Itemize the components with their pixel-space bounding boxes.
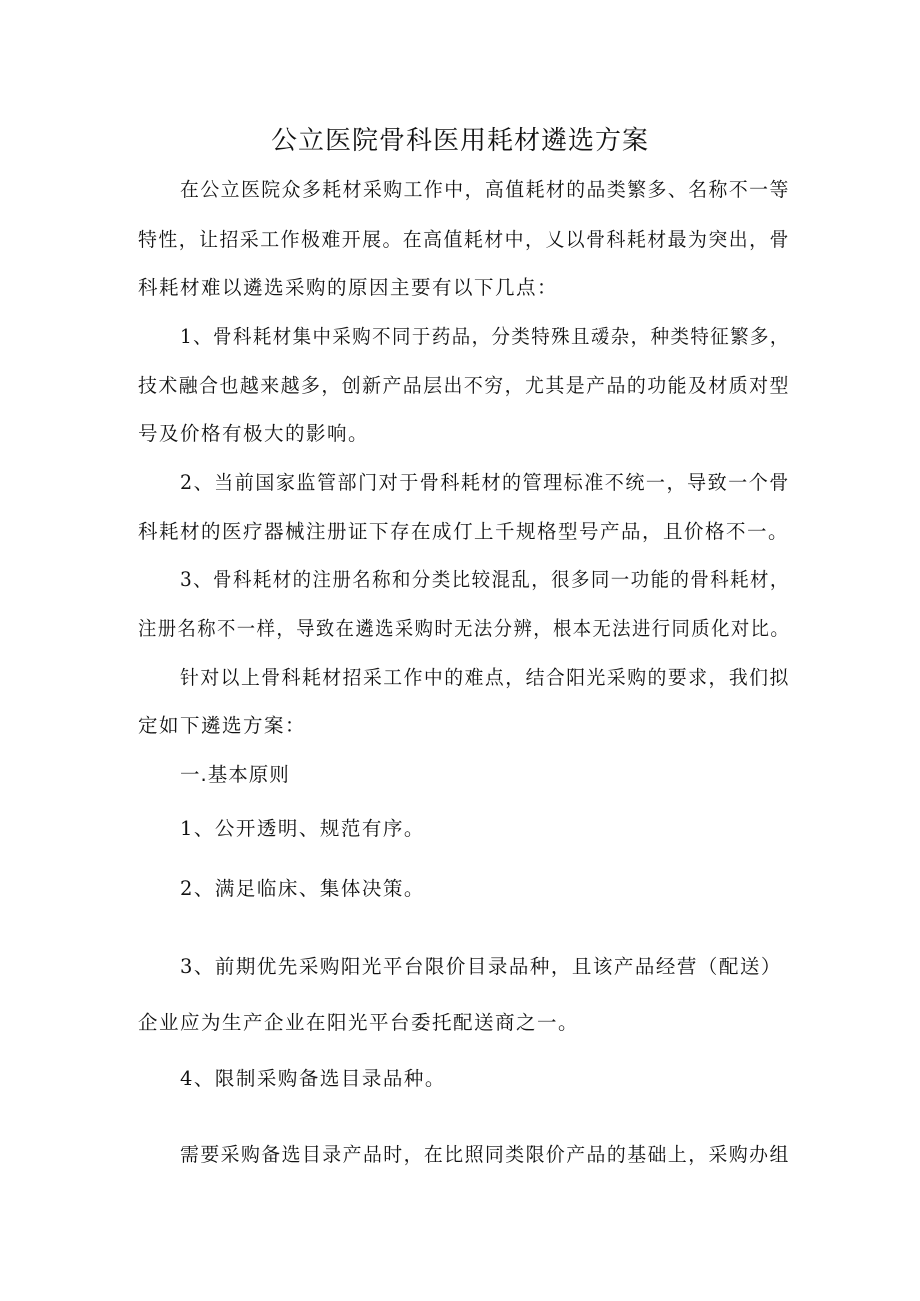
intro-line-1: 在公立医院众多耗材采购工作中，高值耗材的品类繁多、名称不一等 — [180, 178, 790, 201]
plan-intro-line-2: 定如下遴选方案： — [138, 714, 307, 737]
plan-intro-line-1: 针对以上骨科耗材招采工作中的难点，结合阳光采购的要求，我们拟 — [180, 666, 790, 689]
reason-2-line-1: 2、当前国家监管部门对于骨科耗材的管理标准不统一，导致一个骨 — [180, 471, 790, 494]
reason-2-line-2: 科耗材的医疗器械注册证下存在成仃上千规格型号产品，且价格不一。 — [138, 520, 790, 543]
section-heading: 一.基本原则 — [180, 763, 290, 786]
reason-1-line-1: 1、骨科耗材集中采购不同于药品，分类特殊且叆杂，种类特征繁多， — [180, 325, 790, 348]
principle-2: 2、满足临床、集体决策。 — [180, 877, 425, 900]
intro-line-3: 科耗材难以遴选采购的原因主要有以下几点： — [138, 276, 559, 299]
reason-1-line-3: 号及价格有极大的影响。 — [138, 422, 370, 445]
principle-3-line-2: 企业应为生产企业在阳光平台委托配送商之一。 — [138, 1011, 580, 1034]
principle-4: 4、限制采购备选目录品种。 — [180, 1067, 446, 1090]
document-title: 公立医院骨科医用耗材遴选方案 — [270, 126, 649, 156]
principle-1: 1、公开透明、规范有序。 — [180, 817, 425, 840]
principle-3-line-1: 3、前期优先采购阳光平台限价目录品种，且该产品经营（配送） — [180, 955, 782, 978]
intro-line-2: 特性，让招采工作极难开展。在高值耗材中，乂以骨科耗材最为突出，骨 — [138, 228, 790, 251]
closing-line: 需要采购备选目录产品时，在比照同类限价产品的基础上，采购办组 — [180, 1143, 790, 1166]
reason-1-line-2: 技术融合也越来越多，创新产品层出不穷，尤其是产品的功能及材质对型 — [138, 374, 790, 397]
reason-3-line-2: 注册名称不一样，导致在遴选采购时无法分辨，根本无法进行同质化对比。 — [138, 617, 791, 640]
reason-3-line-1: 3、骨科耗材的注册名称和分类比较混乱，很多同一功能的骨科耗材， — [180, 568, 790, 591]
